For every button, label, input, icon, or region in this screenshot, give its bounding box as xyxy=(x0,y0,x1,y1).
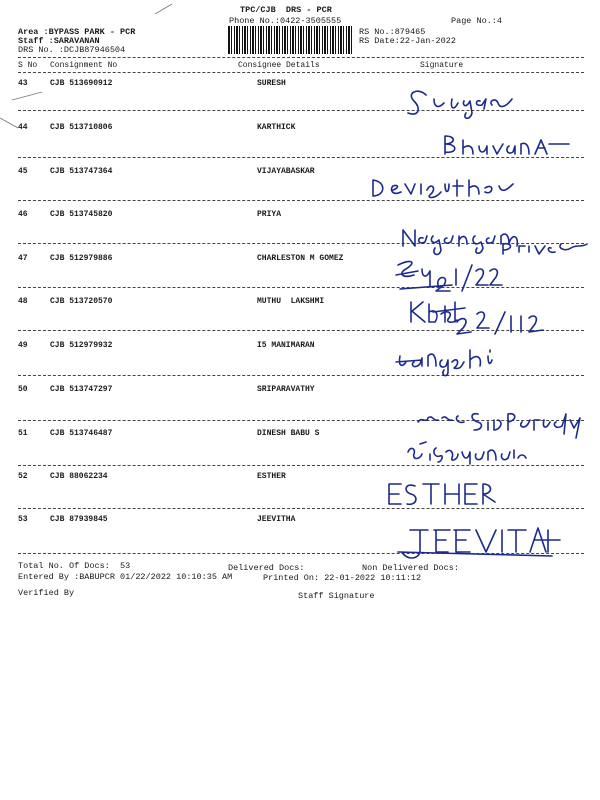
row-sno: 51 xyxy=(18,429,28,438)
row-consignment: CJB 512979932 xyxy=(50,341,113,350)
col-header-signature: Signature xyxy=(420,61,464,70)
row-sno: 43 xyxy=(18,79,28,88)
row-sno: 50 xyxy=(18,385,28,394)
row-consignment: CJB 88062234 xyxy=(50,472,108,481)
row-consignment: CJB 513710806 xyxy=(50,123,113,132)
phone-number: Phone No.:0422-3505555 xyxy=(229,16,342,26)
row-consignee: PRIYA xyxy=(257,210,282,219)
row-sno: 53 xyxy=(18,515,28,524)
row-consignment: CJB 513720570 xyxy=(50,297,113,306)
row-consignment: CJB 513745820 xyxy=(50,210,113,219)
delivered-docs: Delivered Docs: xyxy=(228,563,305,573)
col-header-consignee: Consignee Details xyxy=(238,61,320,70)
row-consignee: CHARLESTON M GOMEZ xyxy=(257,254,344,263)
row-sno: 49 xyxy=(18,341,28,350)
drs-number: DRS No. :DCJB87946504 xyxy=(18,45,126,55)
row-sno: 45 xyxy=(18,167,28,176)
row-sno: 48 xyxy=(18,297,28,306)
row-consignment: CJB 513690912 xyxy=(50,79,113,88)
row-sno: 44 xyxy=(18,123,28,132)
col-header-consignment: Consignment No xyxy=(50,61,118,70)
row-consignee: KARTHICK xyxy=(257,123,296,132)
printed-on: Printed On: 22-01-2022 10:11:12 xyxy=(263,573,422,583)
row-consignee: SURESH xyxy=(257,79,286,88)
page-number: Page No.:4 xyxy=(451,16,503,26)
row-consignee: MUTHU LAKSHMI xyxy=(257,297,325,306)
staff-signature: Staff Signature xyxy=(298,591,375,601)
row-consignee: ESTHER xyxy=(257,472,286,481)
row-consignee: JEEVITHA xyxy=(257,515,296,524)
row-consignment: CJB 513747364 xyxy=(50,167,113,176)
report-title: TPC/CJB DRS - PCR xyxy=(240,5,332,15)
row-consignee: VIJAYABASKAR xyxy=(257,167,315,176)
row-consignment: CJB 87939845 xyxy=(50,515,108,524)
row-consignee: SRIPARAVATHY xyxy=(257,385,315,394)
row-consignment: CJB 513747297 xyxy=(50,385,113,394)
non-delivered-docs: Non Delivered Docs: xyxy=(362,563,459,573)
staff-label: Staff :SARAVANAN xyxy=(18,36,100,46)
verified-by: Verified By xyxy=(18,588,75,598)
row-consignment: CJB 512979886 xyxy=(50,254,113,263)
col-header-sno: S No xyxy=(18,61,38,70)
area-label: Area :BYPASS PARK - PCR xyxy=(18,27,136,37)
rs-date: RS Date:22-Jan-2022 xyxy=(359,36,456,46)
entered-by: Entered By :BABUPCR 01/22/2022 10:10:35 AM xyxy=(18,572,233,582)
row-consignment: CJB 513746487 xyxy=(50,429,113,438)
row-sno: 47 xyxy=(18,254,28,263)
rs-number: RS No.:879465 xyxy=(359,27,426,37)
row-sno: 52 xyxy=(18,472,28,481)
row-consignee: DINESH BABU S xyxy=(257,429,320,438)
row-sno: 46 xyxy=(18,210,28,219)
total-docs: Total No. Of Docs: 53 xyxy=(18,561,131,571)
row-consignee: I5 MANIMARAN xyxy=(257,341,315,350)
